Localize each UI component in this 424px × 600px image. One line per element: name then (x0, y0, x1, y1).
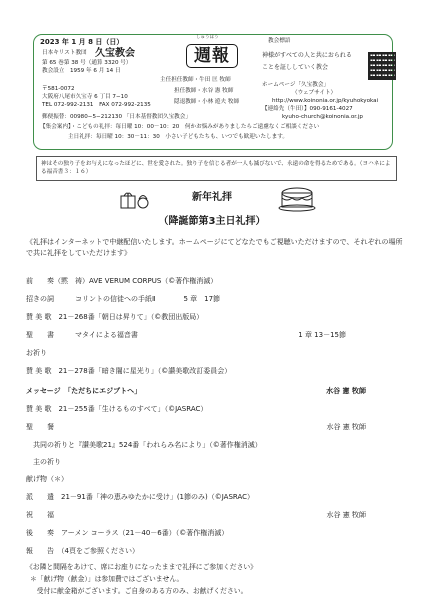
meetings-2: 主日礼拝：毎日曜 10：30－11：30 小さい子どもたちも、いつでも歓迎いたします。 (68, 134, 288, 140)
homepage-label: ホームページ「久宝教会」 (262, 82, 330, 88)
staff-3: 隠退教師・小林 遊夫 牧師 (174, 99, 240, 105)
order-item: 招きの詞 コリントの信徒への手紙Ⅱ 5 章 17節 (26, 295, 221, 303)
order-item: 後 奏 アーメン コーラス（21－40－6番）（©著作権消滅） (26, 529, 229, 537)
staff-1: 主任担任教師・牛田 匡 牧師 (160, 77, 231, 83)
motto-line-1: 神様がすべての人と共におられる (262, 52, 352, 59)
address: 大阪府八尾市久宝寺 6 丁目 7−10 (42, 94, 128, 100)
founded: 教会設立 1959 年 6 月 14 日 (42, 68, 121, 74)
church-name: 久宝教会 (95, 48, 135, 59)
meetings-1: 【集会案内】・こどもの礼拝：毎日曜 10：00－10：20 何かお悩みがありましたらご遠慮なくご相談ください (40, 124, 320, 130)
homepage-url[interactable]: http://www.koinonia.or.jp/kyuhokyokai (272, 98, 379, 104)
order-item-message: メッセージ 「ただちにエジプトへ」 水谷 憲 牧師 (26, 387, 366, 395)
service-subtitle: （降誕節第3主日礼拝） (158, 216, 266, 227)
bank-info: 郵便振替：00980−5−212130 「日本基督教団久宝教会」 (42, 114, 191, 120)
issue-date: 2023 年 1 月 8 日（日） (40, 38, 124, 46)
contact: 【連絡先（牛田）】090-9161-4027 (262, 106, 353, 112)
order-item: 共同の祈りと『讃美歌21』524番「われらみ名により」（©著作権消滅） (26, 441, 262, 449)
order-item: 聖 書 マタイによる福音書 1 章 13－15節 (26, 331, 346, 339)
qr-code-icon (368, 52, 396, 80)
church-name-small: 日本キリスト教団 (42, 50, 87, 56)
motto-line-2: ことを証ししていく教会 (262, 64, 329, 71)
order-item: 賛 美 歌 21－255番「生けるものすべて」（©JASRAC） (26, 405, 208, 413)
footer-line-3: 受付に献金箱がございます。ご自身のある方のみ、お献げください。 (30, 587, 248, 595)
issue-number: 第 65 巻第 38 号（通算 3320 号） (42, 60, 132, 66)
email[interactable]: kyuho-church@koinonia.or.jp (282, 114, 363, 120)
footer-line-2: ＊「献げ物（献金）」は参加費ではございません。 (30, 575, 184, 583)
homepage-sub: （ウェブサイト） (292, 90, 337, 96)
phone-fax: TEL 072-992-2131 FAX 072-992-2135 (42, 102, 151, 108)
order-item: 前 奏（黙 祷）AVE VERUM CORPUS（©著作権消滅） (26, 277, 218, 285)
postal-code: 〒581-0072 (42, 86, 75, 92)
order-item: 報 告 （4頁をご参照ください） (26, 547, 139, 555)
order-item: お祈り (26, 349, 47, 357)
stream-notice: 《礼拝はインターネットで中継配信いたします。ホームページにてどなたでもご視聴いただけますので、それぞれの場所で共に礼拝をしていただけます》 (26, 238, 403, 258)
order-item: 賛 美 歌 21－268番「朝日は昇りて」（©教団出版局） (26, 313, 204, 321)
order-item: 派 遣 21－91番「神の恵みゆたかに受け」(1節のみ)（©JASRAC） (26, 493, 255, 501)
order-item: 祝 福 水谷 憲 牧師 (26, 511, 366, 519)
footer-line-1: 《お隣と間隔をあけて、席にお座りになったままで礼拝にご参加ください》 (26, 563, 257, 571)
service-title: 新年礼拝 (192, 192, 232, 203)
shuho-logo: 週報 (186, 44, 238, 68)
order-item: 献げ物（＊） (26, 475, 68, 483)
staff-2: 担任教師・水谷 憲 牧師 (174, 88, 234, 94)
scripture-verse: 神はその独り子をお与えになったほどに、世を愛された。独り子を信じる者が一人も滅びないで、永遠の命を得るためである。（ヨハネによる福音書３：１６） (36, 156, 397, 181)
motto-label: 教会標語 (268, 38, 291, 44)
order-item: 賛 美 歌 21－278番「暗き闇に星光り」（©讃美歌改訂委員会） (26, 367, 232, 375)
logo-furigana: しゅうほう (196, 35, 219, 40)
order-item: 聖 餐 水谷 憲 牧師 (26, 423, 366, 431)
order-item: 主の祈り (26, 458, 61, 466)
